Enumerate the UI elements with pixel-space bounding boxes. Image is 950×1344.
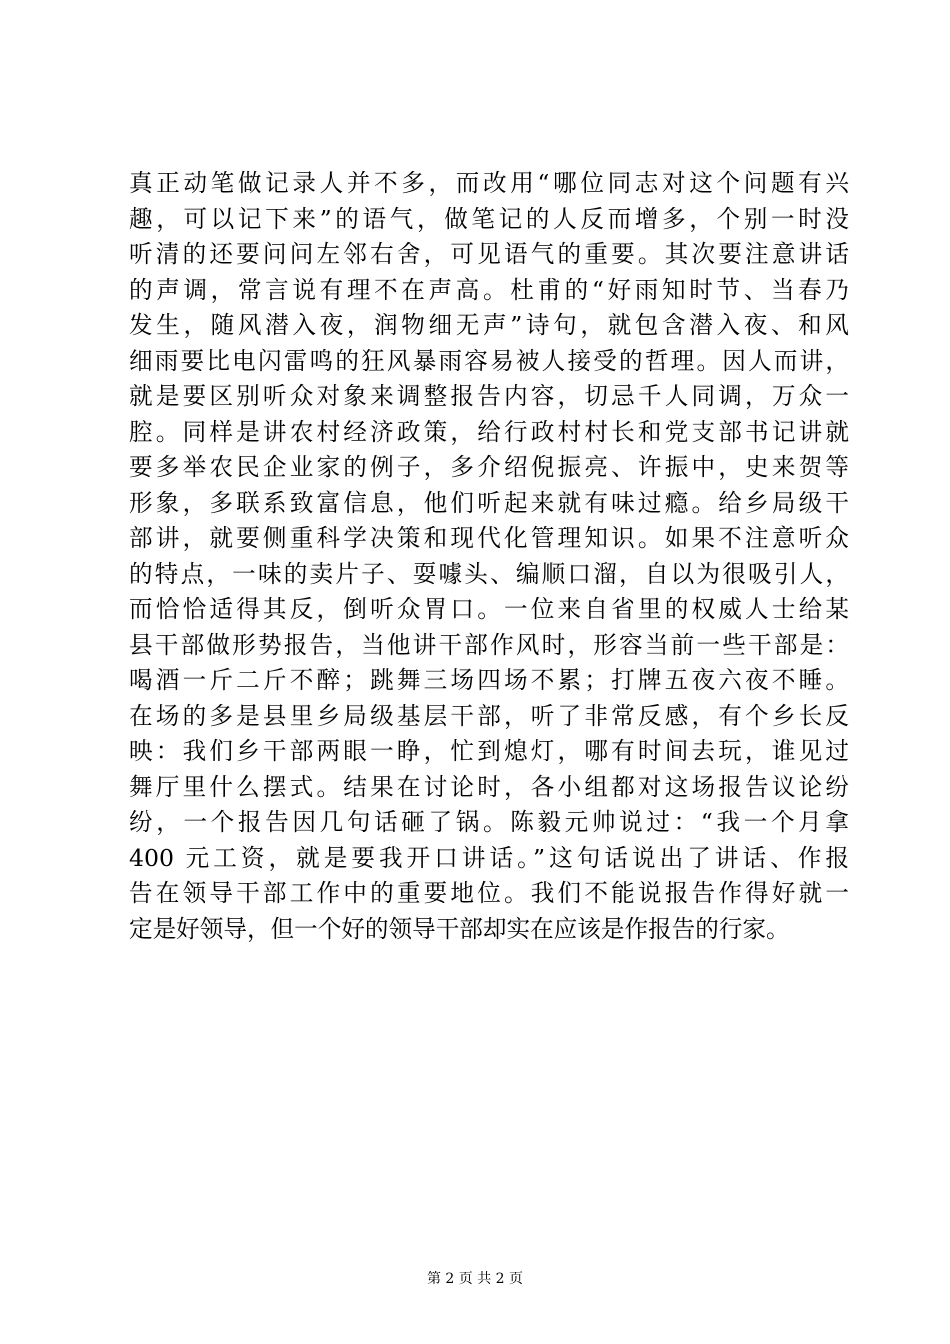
text-line: 县干部做形势报告，当他讲干部作风时，形容当前一些干部是： xyxy=(129,630,849,659)
text-line: 映：我们乡干部两眼一睁，忙到熄灯，哪有时间去玩，谁见过 xyxy=(129,737,849,765)
text-line: 在场的多是县里乡局级基层干部，听了非常反感，有个乡长反 xyxy=(129,701,849,730)
text-line: 听清的还要问问左邻右舍，可见语气的重要。其次要注意讲话 xyxy=(129,240,849,268)
text-line: 告在领导干部工作中的重要地位。我们不能说报告作得好就一 xyxy=(129,879,849,907)
text-line: 定是好领导，但一个好的领导干部却实在应该是作报告的行家。 xyxy=(129,914,790,943)
text-line: 纷，一个报告因几句话砸了锅。陈毅元帅说过：“我一个月拿 xyxy=(129,808,849,836)
page-number-footer: 第 2 页 共 2 页 xyxy=(426,1271,524,1287)
text-line: 的特点，一味的卖片子、耍噱头、编顺口溜，自以为很吸引人， xyxy=(129,559,849,588)
text-line: 而恰恰适得其反，倒听众胃口。一位来自省里的权威人士给某 xyxy=(129,595,849,623)
text-line: 趣，可以记下来”的语气，做笔记的人反而增多，个别一时没 xyxy=(129,204,849,233)
text-line: 的声调，常言说有理不在声高。杜甫的“好雨知时节、当春乃 xyxy=(129,275,849,304)
text-line: 就是要区别听众对象来调整报告内容，切忌千人同调，万众一 xyxy=(129,382,849,410)
text-line: 400 元工资，就是要我开口讲话。”这句话说出了讲话、作报 xyxy=(129,843,849,872)
text-line: 部讲，就要侧重科学决策和现代化管理知识。如果不注意听众 xyxy=(129,524,849,552)
text-line: 发生，随风潜入夜，润物细无声”诗句，就包含潜入夜、和风 xyxy=(129,311,849,339)
text-line: 形象，多联系致富信息，他们听起来就有味过瘾。给乡局级干 xyxy=(129,488,849,517)
text-line: 舞厅里什么摆式。结果在讨论时，各小组都对这场报告议论纷 xyxy=(129,772,849,801)
text-line: 细雨要比电闪雷鸣的狂风暴雨容易被人接受的哲理。因人而讲， xyxy=(129,346,849,375)
text-line: 真正动笔做记录人并不多，而改用“哪位同志对这个问题有兴 xyxy=(129,169,849,197)
text-line: 喝酒一斤二斤不醉；跳舞三场四场不累；打牌五夜六夜不睡。 xyxy=(129,666,849,694)
body-paragraph xyxy=(129,166,849,947)
text-line: 腔。同样是讲农村经济政策，给行政村村长和党支部书记讲就 xyxy=(129,417,849,446)
text-line: 要多举农民企业家的例子，多介绍倪振亮、许振中，史来贺等 xyxy=(129,453,849,481)
